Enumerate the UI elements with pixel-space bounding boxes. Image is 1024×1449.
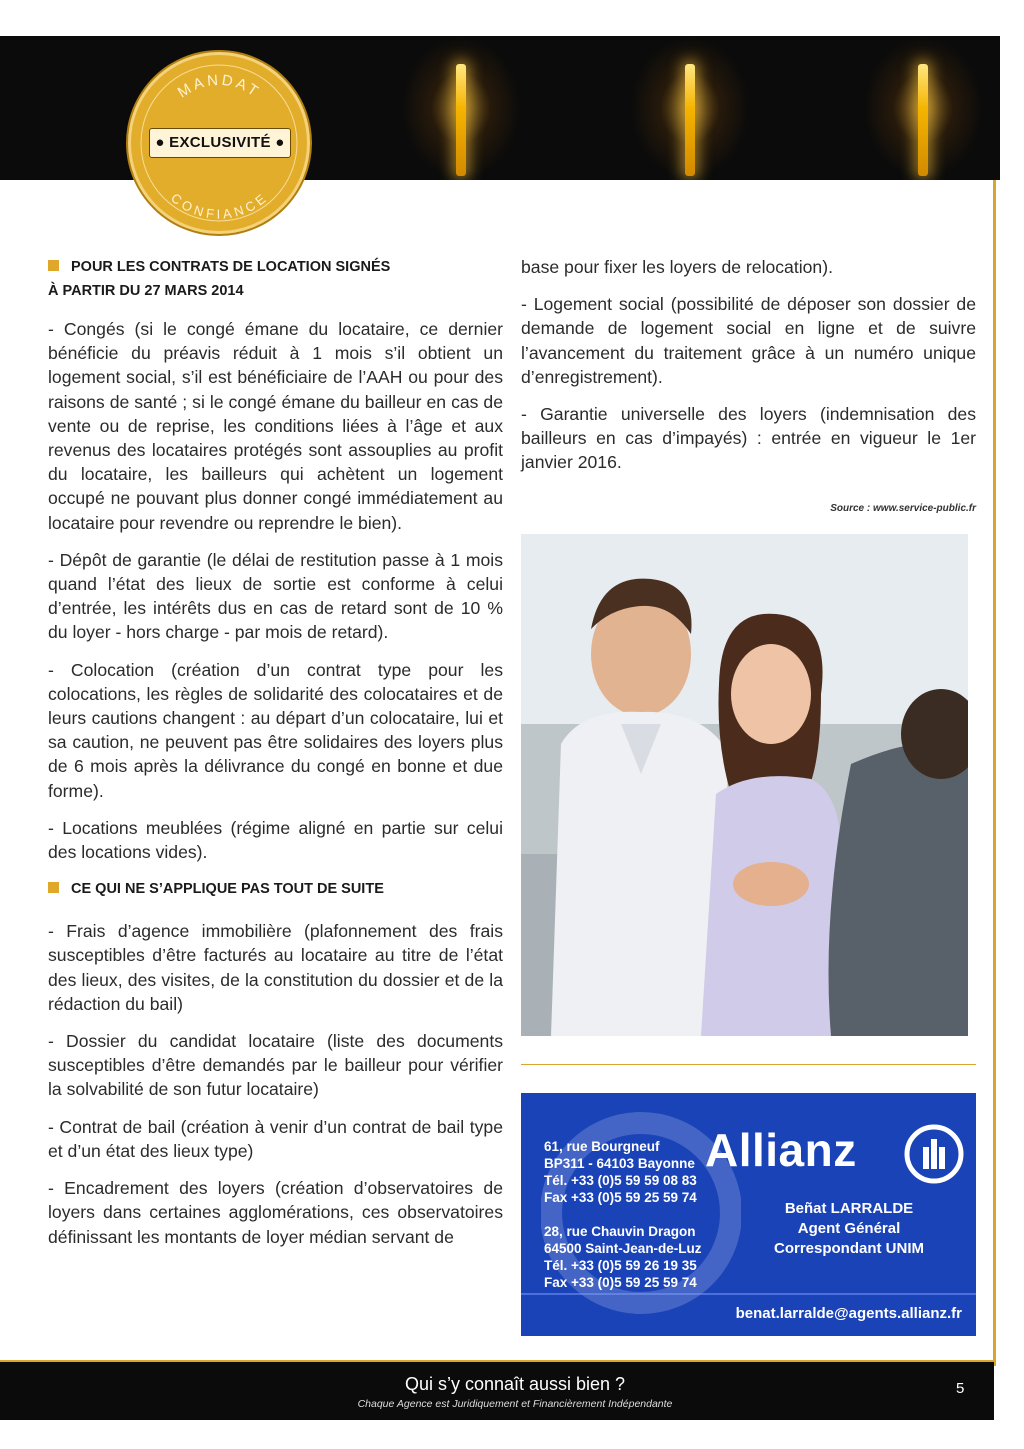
svg-text:CONFIANCE <box>168 190 270 222</box>
right-margin-rule <box>993 180 996 1366</box>
right-text-column <box>521 255 976 488</box>
lamp-icon <box>685 64 695 176</box>
square-bullet-icon <box>48 882 59 893</box>
fax-number: Fax +33 (0)5 59 25 59 74 <box>544 1275 697 1290</box>
square-bullet-icon <box>48 260 59 271</box>
heading-1-line-1: POUR LES CONTRATS DE LOCATION SIGNÉS <box>71 259 391 275</box>
allianz-eagle-logo-icon <box>903 1123 965 1185</box>
paragraph-meublees: - Locations meublées (régime aligné en partie sur celui des locations vides). <box>48 817 503 863</box>
email-separator <box>521 1293 976 1295</box>
paragraph-contrat: - Contrat de bail (création à venir d’un contrat de bail type et d’un état des lieux type) <box>48 1116 503 1161</box>
lamp-icon <box>456 64 466 176</box>
left-text-column <box>48 255 503 1262</box>
badge-bottom-text: CONFIANCE <box>168 190 270 222</box>
svg-text:MANDAT <box>175 72 264 102</box>
fax-number: Fax +33 (0)5 59 25 59 74 <box>544 1190 697 1205</box>
agent-role: Agent Général <box>797 1220 901 1237</box>
footer-band <box>0 1360 994 1420</box>
paragraph-frais: - Frais d’agence immobilière (plafonnement des frais susceptibles d’être facturés au locataire au titre de l’état des lieux, des visites, de la constitution du dossier et de la rédaction du bail) <box>48 921 503 1014</box>
address-line: 61, rue Bourgneuf <box>544 1139 660 1154</box>
address-saint-jean-de-luz <box>544 1223 702 1291</box>
address-bayonne <box>544 1138 697 1206</box>
agent-info <box>749 1199 949 1259</box>
footer-disclaimer: Chaque Agence est Juridiquement et Financièrement Indépendante <box>357 1398 673 1410</box>
paragraph-colocation: - Colocation (création d’un contrat type pour les colocations, les règles de solidarité des colocataires et de leurs cautions changent : au départ d’un colocataire, lui et sa caution, ne peuvent pas être solidaires des loyers plus de 6 mois après la délivrance du congé en bonne et due forme). <box>48 659 503 801</box>
agent-name: Beñat LARRALDE <box>784 1200 914 1217</box>
phone-number: Tél. +33 (0)5 59 26 19 35 <box>544 1258 697 1273</box>
badge-center-text: EXCLUSIVITÉ <box>169 134 271 151</box>
mandat-exclusivite-badge <box>128 52 310 234</box>
allianz-logo-text: Allianz <box>705 1124 857 1176</box>
couple-illustration <box>521 534 968 1036</box>
section-heading-2 <box>48 877 503 901</box>
section-heading-1 <box>48 255 503 303</box>
photo-divider <box>521 1064 976 1065</box>
heading-2-text: CE QUI NE S’APPLIQUE PAS TOUT DE SUITE <box>71 881 384 898</box>
paragraph-garantie: - Garantie universelle des loyers (indemnisation des bailleurs en cas d’impayés) : entrée en vigueur le 1er janvier 2016. <box>521 404 976 473</box>
paragraph-dossier: - Dossier du candidat locataire (liste des documents susceptibles d’être demandés par le bailleur pour vérifier la solvabilité de son futur locataire) <box>48 1031 503 1100</box>
phone-number: Tél. +33 (0)5 59 59 08 83 <box>544 1173 697 1188</box>
source-credit: Source : www.service-public.fr <box>830 503 976 514</box>
address-line: 64500 Saint-Jean-de-Luz <box>544 1241 702 1256</box>
couple-photo <box>521 534 968 1036</box>
badge-top-text: MANDAT <box>174 71 264 102</box>
address-line: BP311 - 64103 Bayonne <box>544 1156 695 1171</box>
footer-tagline: Qui s’y connaît aussi bien ? <box>404 1374 626 1394</box>
agent-email[interactable]: benat.larralde@agents.allianz.fr <box>735 1305 962 1322</box>
agent-correspondent: Correspondant UNIM <box>774 1240 924 1257</box>
paragraph-encadrement: - Encadrement des loyers (création d’observatoires de loyers dans certaines agglomérations, ces observatoires définissant les montants de loyer médian servant de <box>48 1178 503 1247</box>
heading-1-line-2: À PARTIR DU 27 MARS 2014 <box>48 283 244 299</box>
badge-center-label: ● EXCLUSIVITÉ ● <box>149 128 291 158</box>
page-number: 5 <box>956 1380 965 1397</box>
address-line: 28, rue Chauvin Dragon <box>544 1224 696 1239</box>
paragraph-logement-social: - Logement social (possibilité de déposer son dossier de demande de logement social en ligne et de suivre l’avancement du traitement grâce à un numéro unique d’enregistrement). <box>521 294 976 387</box>
paragraph-continuation: base pour fixer les loyers de relocation). <box>521 257 833 277</box>
allianz-advertisement <box>521 1093 976 1336</box>
paragraph-conges: - Congés (si le congé émane du locataire, ce dernier bénéficie du préavis réduit à 1 mois s’il obtient un logement social, s’il est bénéficiaire de l’AAH ou pour des raisons de santé ; si le congé émane du bailleur en cas de vente ou de reprise, les conditions liées à l’âge et aux revenus des locataires protégés sont assouplies au profit du locataire, les bailleurs qui achètent un logement occupé ne pouvant plus donner congé immédiatement au locataire pour revendre ou reprendre le bien). <box>48 319 503 533</box>
lamp-icon <box>918 64 928 176</box>
paragraph-depot: - Dépôt de garantie (le délai de restitution passe à 1 mois quand l’état des lieux de sortie est conforme à celui d’entrée, les intérêts dus en cas de retard sont de 10 % du loyer - hors charge - par mois de retard). <box>48 549 503 643</box>
